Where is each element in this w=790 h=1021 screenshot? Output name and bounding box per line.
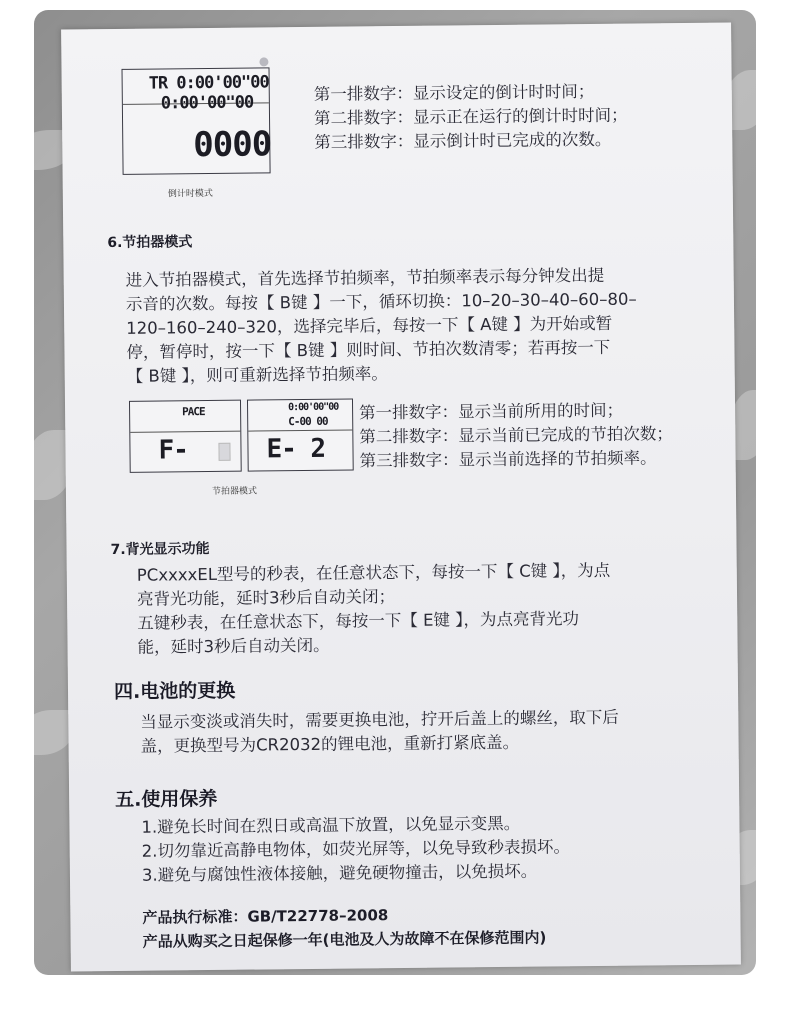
metro-desc-2: 第二排数字：显示当前已完成的节拍次数； [359,424,673,447]
lcd-line-2: 0:00'00"00 [160,92,254,114]
metro-desc-1: 第一排数字：显示当前所用的时间； [359,400,624,423]
section-4-title: 四.电池的更换 [113,679,236,704]
lcd-dim-digit [218,443,230,461]
section-6-line-2: 示音的次数。每按【 B键 】一下，循环切换：10–20–30–40–60–80– [125,289,637,314]
section-7-title: 7.背光显示功能 [110,541,210,559]
section-7-line-2: 亮背光功能，延时3秒后自动关闭； [136,587,396,609]
section-5-line-3: 3.避免与腐蚀性液体接触，避免硬物撞击，以免损坏。 [141,861,538,885]
section-6-line-1: 进入节拍器模式，首先选择节拍频率，节拍频率表示每分钟发出提 [125,265,605,290]
section-6-line-4: 停，暂停时，按一下【 B键 】则时间、节拍次数清零；若再按一下 [126,337,611,362]
metronome-lcd-left [129,400,242,473]
countdown-lcd-display [122,67,271,175]
countdown-caption: 倒计时模式 [167,188,213,200]
section-5-title: 五.使用保养 [115,787,218,812]
metronome-caption: 节拍器模式 [211,486,258,497]
photo-frame [34,10,756,975]
section-7-line-1: PCxxxxEL型号的秒表，在任意状态下，每按一下【 C键 】，为点 [136,560,611,585]
hole-mark [259,57,268,66]
section-4-line-2: 盖，更换型号为CR2032的锂电池，重新打紧底盖。 [140,732,520,756]
section-6-line-5: 【 B键 】，则可重新选择节拍频率。 [126,364,388,386]
lcd-frequency-prefix: F- [158,435,188,466]
section-4-line-1: 当显示变淡或消失时，需要更换电池，拧开后盖上的螺丝，取下后 [140,707,619,732]
instruction-sheet [61,23,741,972]
countdown-desc-3: 第三排数字：显示倒计时已完成的次数。 [314,129,612,152]
section-7-line-3: 五键秒表，在任意状态下，每按一下【 E键 】，为点亮背光功 [137,609,580,633]
section-5-line-2: 2.切勿靠近高静电物体，如荧光屏等，以免导致秒表损坏。 [141,837,571,861]
lcd-time: 0:00'00"00 [288,401,339,414]
countdown-desc-2: 第二排数字：显示正在运行的倒计时时间； [313,105,628,128]
section-6-title: 6.节拍器模式 [107,234,193,252]
section-7-line-4: 能，延时3秒后自动关闭。 [137,635,330,657]
lcd-line-3: 0000 [193,124,272,166]
section-5-line-1: 1.避免长时间在烈日或高温下放置，以免显示变黑。 [141,813,521,837]
lcd-frequency: E- 2 [266,433,326,465]
warranty-note: 产品从购买之日起保修一年(电池及人为故障不在保修范围内) [142,928,547,951]
lcd-beat-count: C-00 00 [288,414,328,429]
section-6-line-3: 120–160–240–320，选择完毕后，每按一下【 A键 】为开始或暂 [126,313,613,338]
product-standard: 产品执行标准：GB/T22778–2008 [142,906,389,927]
metro-desc-3: 第三排数字：显示当前选择的节拍频率。 [359,448,657,471]
lcd-line-1: TR 0:00'00"00 [148,72,269,94]
metronome-lcd-right [247,398,354,471]
countdown-desc-1: 第一排数字：显示设定的倒计时时间； [313,81,595,104]
lcd-pace-label: PACE [182,405,205,419]
